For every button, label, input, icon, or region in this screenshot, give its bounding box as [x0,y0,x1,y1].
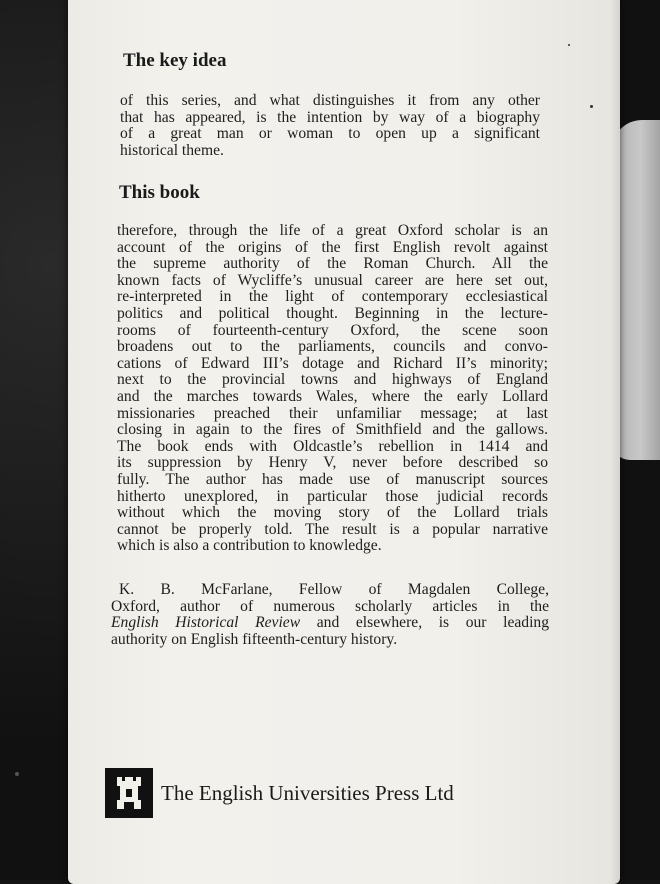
text-line: rooms of fourteenth-century Oxford, the scene soon [117,321,548,339]
text-line: cations of Edward III’s dotage and Richard II’s minority; [117,354,548,372]
author-paragraph [111,582,549,648]
text-line: and the marches towards Wales, where the early Lollard [117,387,548,405]
text-line: K. B. McFarlane, Fellow of Magdalen College, [119,581,549,598]
text-line: fully. The author has made use of manuscript sources [117,470,548,488]
text-line: broadens out to the parliaments, councils and convo- [117,338,548,356]
text-line: missionaries preached their unfamiliar message; at last [117,404,548,422]
text-line: politics and political thought. Beginning in the lecture- [117,304,548,322]
text-line: next to the provincial towns and highways of England [117,371,548,389]
text-line: which is also a contribution to knowledge. [117,537,382,555]
text-line: re-interpreted in the light of contemporary ecclesiastical [117,288,548,306]
text-line: cannot be properly told. The result is a popular narrative [117,520,548,538]
text-line: Oxford, author of numerous scholarly articles in the [111,597,549,615]
text-fragment: and elsewhere, is our leading [300,614,550,632]
text-line: authority on English fifteenth-century history. [111,630,398,648]
cover-speck [590,105,593,108]
text-line: of a great man or woman to open up a significant [120,125,540,143]
text-line: closing in again to the fires of Smithfield and the gallows. [117,421,548,439]
cover-speck [568,44,570,46]
text-line: known facts of Wycliffe’s unusual career are here set out, [117,271,548,289]
key-idea-heading: The key idea [123,50,227,71]
text-line: The book ends with Oldcastle’s rebellion in 1414 and [117,437,548,455]
text-line: account of the origins of the first English revolt against [117,238,548,256]
background-speck [15,772,19,776]
this-book-heading: This book [119,182,200,203]
publisher-name: The English Universities Press Ltd [161,780,454,805]
text-line: of this series, and what distinguishes it from any other [120,92,540,109]
text-line [111,615,549,632]
text-line: that has appeared, is the intention by way of a biography [120,108,540,126]
this-book-paragraph [117,223,548,555]
text-line: hitherto unexplored, in particular those judicial records [117,487,548,505]
text-line: without which the moving story of the Lollard trials [117,504,548,522]
text-line: therefore, through the life of a great Oxford scholar is an [117,222,548,239]
castle-tower-icon [105,768,153,818]
text-line: its suppression by Henry V, never before described so [117,454,548,472]
text-line: the supreme authority of the Roman Church. All the [117,255,548,273]
publisher-imprint [105,768,454,818]
key-idea-paragraph [120,93,540,159]
journal-title: English Historical Review [111,614,301,632]
text-line: historical theme. [120,141,224,159]
